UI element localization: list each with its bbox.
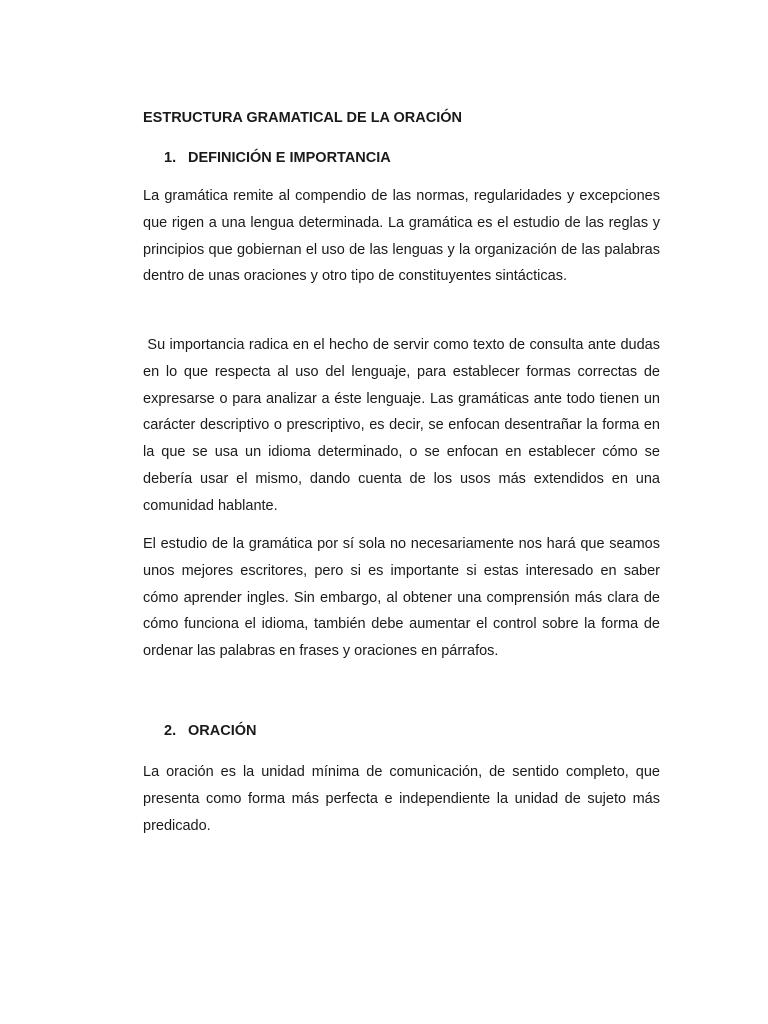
section-heading-definicion [164,148,391,168]
paragraph: Su importancia radica en el hecho de servir como texto de consulta ante dudas en lo que respecta al uso del lenguaje, para establecer formas correctas de expresarse o para analizar a éste lenguaje. Las gramáticas ante todo tienen un carácter descriptivo o prescriptivo, es decir, se enfocan desentrañar la forma en la que se usa un idioma determinado, o se enfocan en establecer cómo se debería usar el mismo, dando cuenta de los usos más extendidos en una comunidad hablante. [143,337,660,514]
document-title: ESTRUCTURA GRAMATICAL DE LA ORACIÓN [143,110,462,126]
paragraph: La gramática remite al compendio de las normas, regularidades y excepciones que rigen a una lengua determinada. La gramática es el estudio de las reglas y principios que gobiernan el uso de las lenguas y la organización de las palabras dentro de unas oraciones y otro tipo de constituyentes sintácticas. [143,188,660,285]
section-title: DEFINICIÓN E IMPORTANCIA [188,150,391,166]
paragraph: El estudio de la gramática por sí sola no necesariamente nos hará que seamos unos mejores escritores, pero si es importante si estas interesado en saber cómo aprender ingles. Sin embargo, al obtener una comprensión más clara de cómo funciona el idioma, también debe aumentar el control sobre la forma de ordenar las palabras en frases y oraciones en párrafos. [143,536,660,660]
section-heading-oracion [164,721,256,741]
section-number: 2. [164,723,177,739]
section-title: ORACIÓN [188,723,257,739]
section-number: 1. [164,150,177,166]
paragraph: La oración es la unidad mínima de comunicación, de sentido completo, que presenta como forma más perfecta e independiente la unidad de sujeto más predicado. [143,764,660,834]
